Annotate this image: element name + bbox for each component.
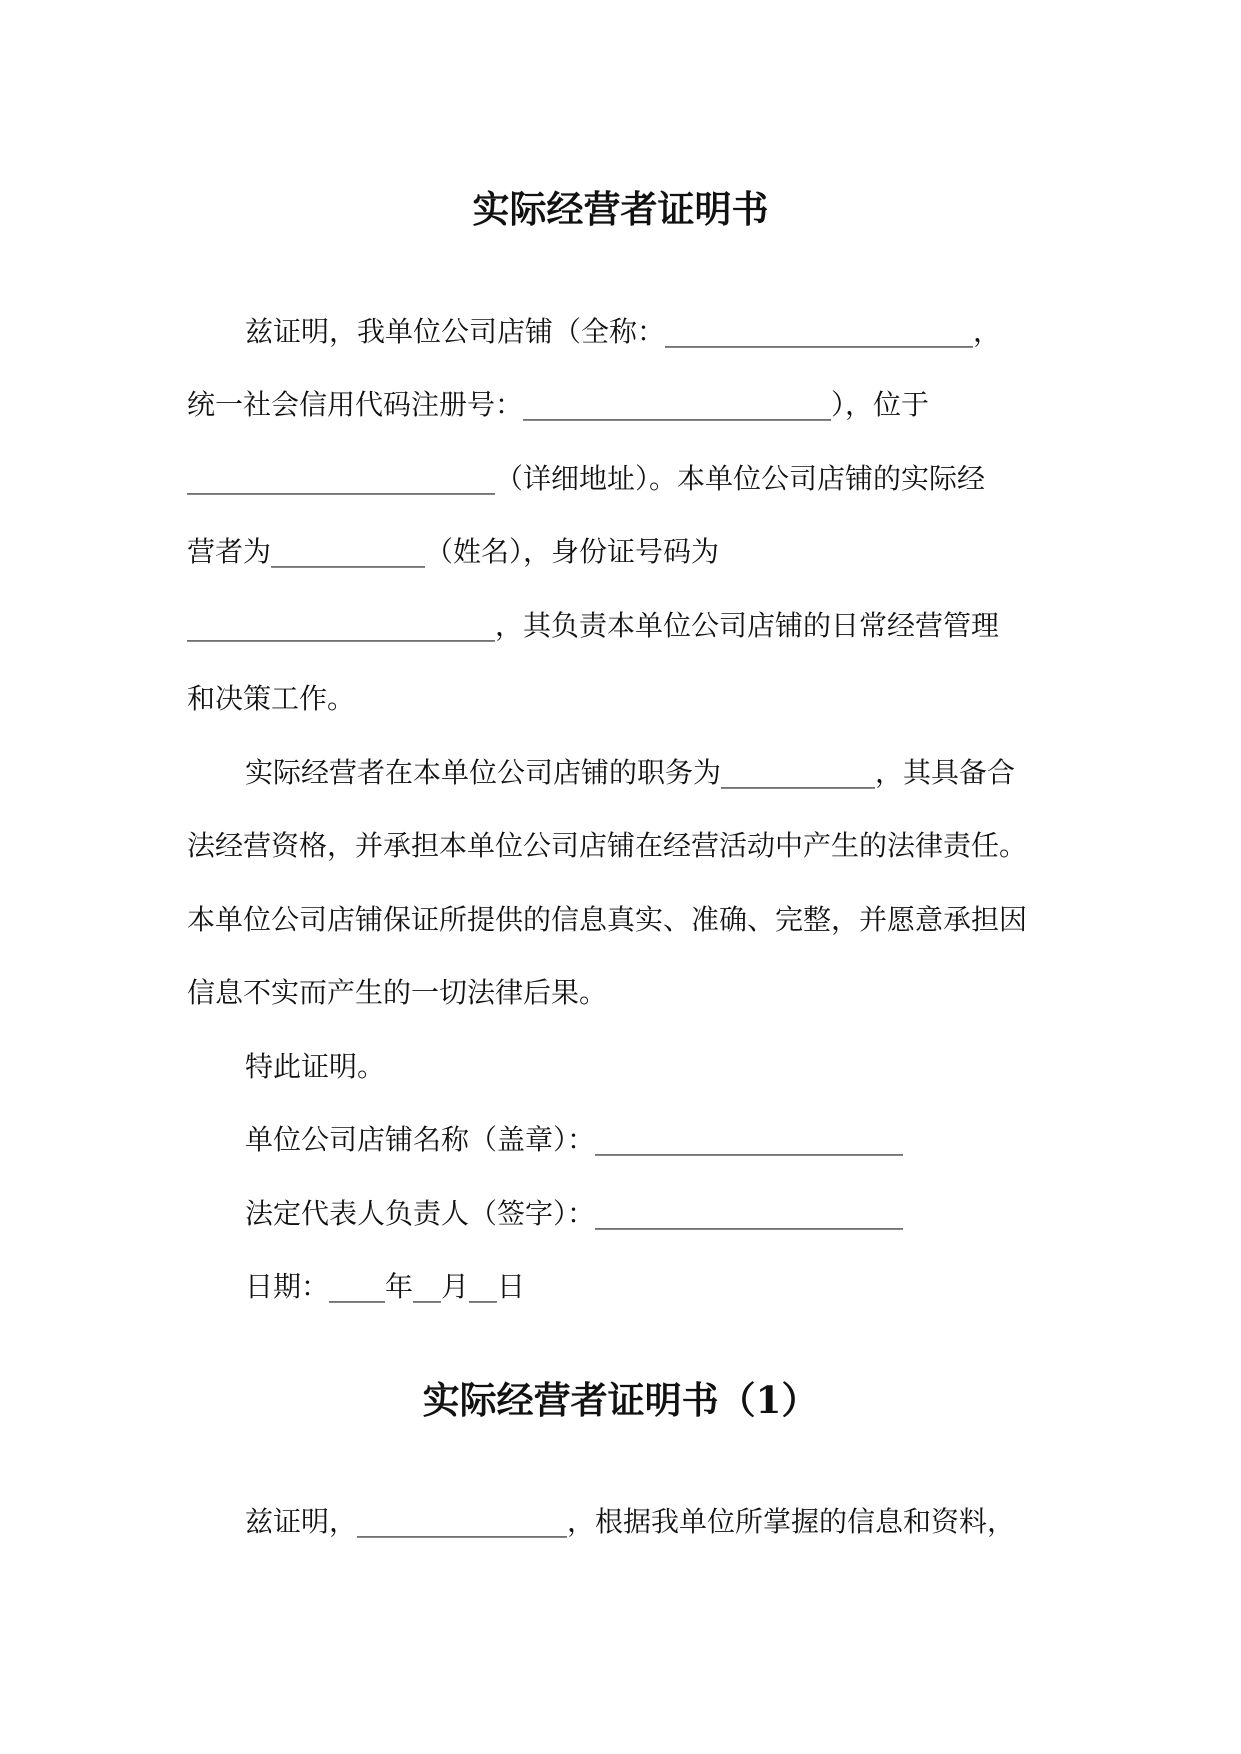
closing-statement: 特此证明。 xyxy=(245,1050,386,1083)
representative-signature-line: 法定代表人负责人（签字）：______________________ xyxy=(245,1197,904,1230)
paragraph-line: ______________________（详细地址）。本单位公司店铺的实际经 xyxy=(187,462,986,495)
document-title-2: 实际经营者证明书（1） xyxy=(422,1378,819,1422)
paragraph-line: 兹证明，我单位公司店铺（全称：______________________， xyxy=(245,315,1002,348)
paragraph-line: 和决策工作。 xyxy=(187,682,356,715)
document-title: 实际经营者证明书 xyxy=(472,187,769,231)
paragraph-line: 营者为___________（姓名），身份证号码为 xyxy=(187,535,720,568)
paragraph-line: 兹证明，_______________，根据我单位所掌握的信息和资料， xyxy=(245,1505,1016,1538)
paragraph-line: 信息不实而产生的一切法律后果。 xyxy=(187,976,608,1009)
paragraph-line: 本单位公司店铺保证所提供的信息真实、准确、完整，并愿意承担因 xyxy=(187,903,1028,936)
paragraph-line: 实际经营者在本单位公司店铺的职务为___________，其具备合 xyxy=(245,756,1016,789)
date-line: 日期：____年__月__日 xyxy=(245,1270,526,1303)
paragraph-line: 法经营资格，并承担本单位公司店铺在经营活动中产生的法律责任。 xyxy=(187,829,1028,862)
paragraph-line: ______________________，其负责本单位公司店铺的日常经营管理 xyxy=(187,609,1000,642)
company-seal-line: 单位公司店铺名称（盖章）：______________________ xyxy=(245,1123,904,1156)
paragraph-line: 统一社会信用代码注册号：______________________），位于 xyxy=(187,388,930,421)
